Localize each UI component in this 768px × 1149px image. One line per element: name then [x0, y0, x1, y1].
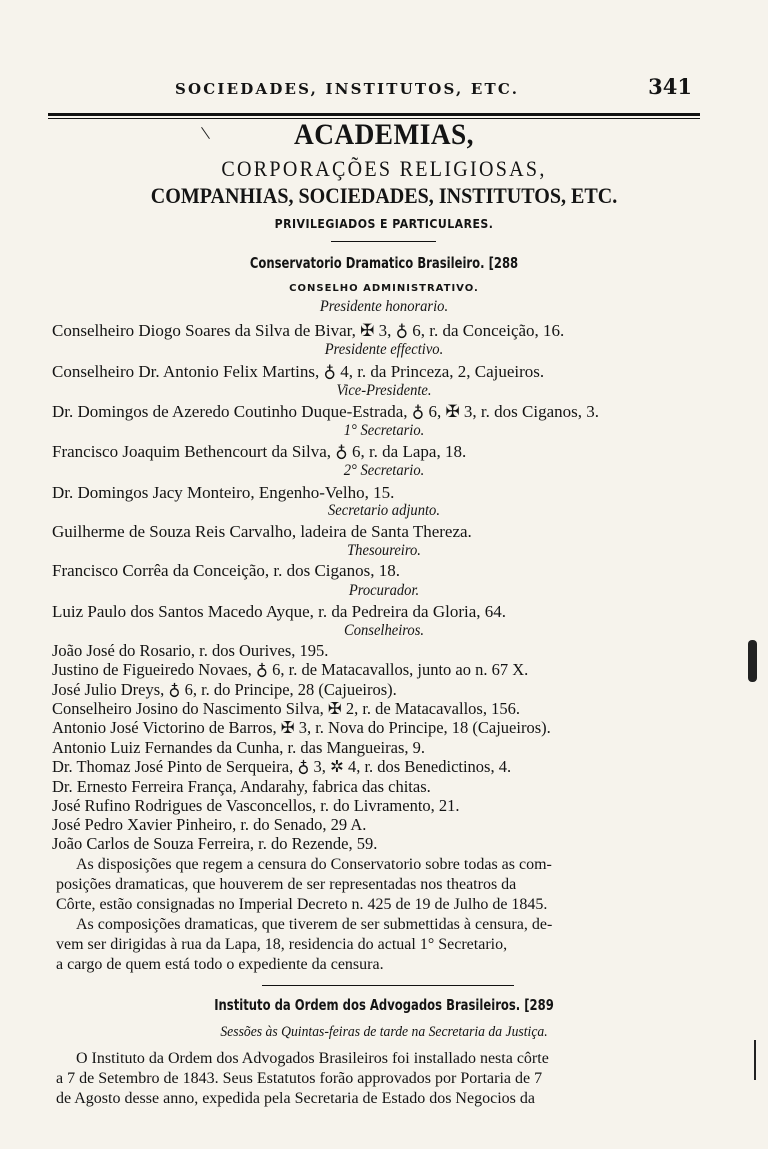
conselheiro-line: Dr. Ernesto Ferreira França, Andarahy, fabrica das chitas. — [52, 777, 431, 796]
conselheiro-line: José Pedro Xavier Pinheiro, r. do Senado, 29 A. — [52, 815, 367, 834]
instituto-paragraph-line: O Instituto da Ordem dos Advogados Brasileiros foi installado nesta côrte — [76, 1050, 549, 1067]
officer-line: Guilherme de Souza Reis Carvalho, ladeira de Santa Thereza. — [52, 522, 472, 541]
officer-line: Conselheiro Diogo Soares da Silva de Bivar, ✠ 3, ♁ 6, r. da Conceição, 16. — [52, 321, 565, 340]
censura-paragraph-line: As disposições que regem a censura do Conservatorio sobre todas as com- — [76, 856, 552, 873]
officer-line: Dr. Domingos de Azeredo Coutinho Duque-Estrada, ♁ 6, ✠ 3, r. dos Ciganos, 3. — [52, 402, 599, 421]
heading-corporacoes: CORPORAÇÕES RELIGIOSAS, — [221, 156, 547, 181]
conselheiro-line: João Carlos de Souza Ferreira, r. do Rezende, 59. — [52, 834, 378, 853]
page-number: 341 — [648, 74, 692, 99]
header-rule-thick — [48, 113, 700, 116]
role-conselheiros: Conselheiros. — [343, 622, 425, 639]
scan-edge-mark — [748, 640, 757, 682]
running-title: SOCIEDADES, INSTITUTOS, ETC. — [175, 80, 520, 98]
officer-line: Conselheiro Dr. Antonio Felix Martins, ♁ 4, r. da Princeza, 2, Cajueiros. — [52, 362, 545, 381]
section-separator — [262, 985, 514, 986]
conselheiro-line: Antonio José Victorino de Barros, ✠ 3, r. Nova do Principe, 18 (Cajueiros). — [52, 718, 551, 737]
censura-paragraph-line: posições dramaticas, que houverem de ser representadas nos theatros da — [56, 876, 517, 893]
conselheiro-line: Antonio Luiz Fernandes da Cunha, r. das Mangueiras, 9. — [52, 738, 426, 757]
session-schedule: Sessões às Quintas-feiras de tarde na Secretaria da Justiça. — [220, 1024, 548, 1040]
conselheiro-line: José Julio Dreys, ♁ 6, r. do Principe, 28 (Cajueiros). — [52, 680, 397, 699]
heading-academias: ACADEMIAS, — [294, 118, 474, 151]
heading-companhias: COMPANHIAS, SOCIEDADES, INSTITUTOS, ETC. — [150, 183, 618, 208]
conselheiro-line: João José do Rosario, r. dos Ourives, 195. — [52, 641, 329, 660]
role-1-secretario: 1° Secretario. — [343, 422, 425, 439]
running-head — [60, 74, 700, 106]
role-2-secretario: 2° Secretario. — [343, 462, 425, 479]
instituto-paragraph-line: de Agosto desse anno, expedida pela Secretaria de Estado dos Negocios da — [56, 1090, 535, 1107]
conselheiro-line: Conselheiro Josino do Nascimento Silva, ✠ 2, r. de Matacavallos, 156. — [52, 699, 520, 718]
heading-privilegiados: PRIVILEGIADOS E PARTICULARES. — [274, 217, 494, 231]
officer-line: Francisco Corrêa da Conceição, r. dos Ciganos, 18. — [52, 561, 400, 580]
role-secretario-adjunto: Secretario adjunto. — [327, 502, 440, 519]
lapa-paragraph-line: a cargo de quem está todo o expediente da censura. — [56, 956, 384, 973]
conselheiro-line: Dr. Thomaz José Pinto de Serqueira, ♁ 3, ✲ 4, r. dos Benedictinos, 4. — [52, 757, 512, 776]
officer-line: Francisco Joaquim Bethencourt da Silva, ♁ 6, r. da Lapa, 18. — [52, 442, 467, 461]
lapa-paragraph-line: As composições dramaticas, que tiverem de ser submettidas à censura, de- — [76, 916, 553, 933]
scan-edge-mark — [754, 1040, 756, 1080]
section-title-instituto: Instituto da Ordem dos Advogados Brasileiros. [289 — [214, 996, 554, 1014]
role-thesoureiro: Thesoureiro. — [347, 542, 421, 559]
lapa-paragraph-line: vem ser dirigidas à rua da Lapa, 18, residencia do actual 1° Secretario, — [56, 936, 508, 953]
section-title-conservatorio: Conservatorio Dramatico Brasileiro. [288 — [249, 254, 519, 272]
section-divider — [331, 241, 436, 242]
conselho-subtitle: CONSELHO ADMINISTRATIVO. — [289, 283, 479, 294]
instituto-paragraph-line: a 7 de Setembro de 1843. Seus Estatutos forão approvados por Portaria de 7 — [56, 1070, 543, 1087]
role-presidente-effectivo: Presidente effectivo. — [324, 341, 444, 358]
role-vice-presidente: Vice-Presidente. — [336, 382, 432, 399]
censura-paragraph-line: Côrte, estão consignadas no Imperial Decreto n. 425 de 19 de Julho de 1845. — [56, 896, 548, 913]
role-procurador: Procurador. — [348, 582, 420, 599]
officer-line: Dr. Domingos Jacy Monteiro, Engenho-Velho, 15. — [52, 483, 395, 502]
conselheiro-line: José Rufino Rodrigues de Vasconcellos, r. do Livramento, 21. — [52, 796, 460, 815]
officer-line: Luiz Paulo dos Santos Macedo Ayque, r. da Pedreira da Gloria, 64. — [52, 602, 507, 621]
conselheiro-line: Justino de Figueiredo Novaes, ♁ 6, r. de Matacavallos, junto ao n. 67 X. — [52, 660, 529, 679]
role-presidente-honorario: Presidente honorario. — [319, 298, 449, 315]
